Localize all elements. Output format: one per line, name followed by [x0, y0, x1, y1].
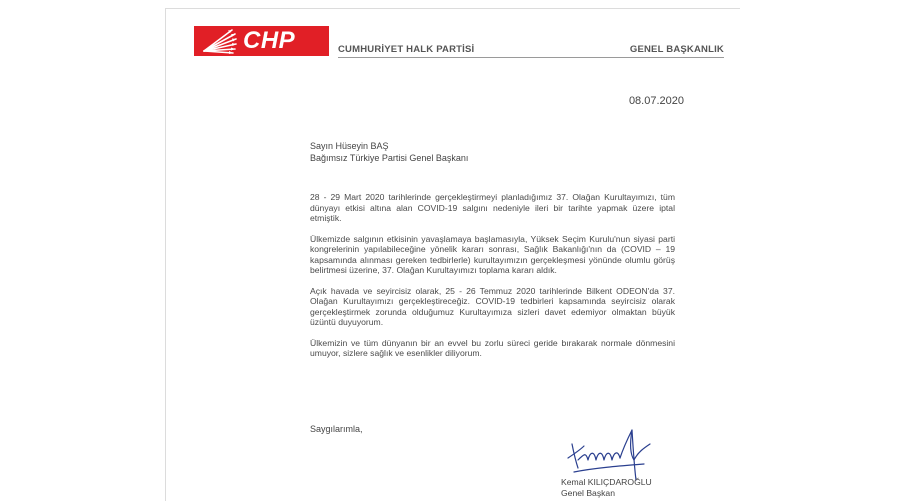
recipient-block	[310, 140, 468, 164]
signer-block	[561, 477, 652, 499]
chp-logo	[194, 26, 329, 56]
recipient-title: Bağımsız Türkiye Partisi Genel Başkanı	[310, 153, 469, 163]
letter-date: 08.07.2020	[628, 95, 684, 107]
paragraph: Açık havada ve seyircisiz olarak, 25 - 26 Temmuz 2020 tarihlerinde Bilkent ODEON'da 37. Olağan Kurultayımızı gerçekleştireceğiz. COVID-19 tedbirleri kapsamında seyircisiz olarak gerçekleştirmek zorunda olduğumuz Kurultayımıza sizleri davet edemiyor olmaktan büyük üzüntü duyuyorum.	[310, 285, 675, 327]
paragraph: 28 - 29 Mart 2020 tarihlerinde gerçekleştirmeyi planladığımız 37. Olağan Kurultayımızı, tüm dünyayı etkisi altına alan COVID-19 salgını nedeniyle ileri bir tarihte yapmak üzere iptal etmiştik.	[310, 192, 675, 223]
office-title: GENEL BAŞKANLIK	[629, 44, 724, 55]
letter-page	[165, 8, 740, 501]
recipient-name: Sayın Hüseyin BAŞ	[310, 141, 389, 151]
closing: Saygılarımla,	[310, 424, 363, 434]
signer-name: Kemal KILIÇDAROĞLU	[561, 477, 652, 487]
letter-body	[310, 192, 675, 369]
handwritten-signature-icon	[564, 424, 664, 482]
header-divider	[338, 57, 724, 58]
paragraph: Ülkemizde salgının etkisinin yavaşlamaya başlamasıyla, Yüksek Seçim Kurulu'nun siyasi parti kongrelerinin yapılabileceğine yönelik kararı sonrası, Sağlık Bakanlığı'nın da (COVID – 19 kapsamında alınması gereken tedbirlerle) kurultayımızın gerçekleşmesi yönünde olumlu görüş belirtmesi üzerine, 37. Olağan Kurultayımızı toplama kararı aldık.	[310, 233, 675, 275]
six-arrows-emblem-icon	[198, 26, 240, 56]
letterhead	[194, 24, 724, 60]
signer-title: Genel Başkan	[561, 488, 615, 498]
party-name: CUMHURİYET HALK PARTİSİ	[338, 44, 475, 55]
logo-text: CHP	[243, 27, 296, 54]
paragraph: Ülkemizin ve tüm dünyanın bir an evvel bu zorlu süreci geride bırakarak normale dönmesini umuyor, sizlere sağlık ve esenlikler diliyorum.	[310, 337, 675, 358]
